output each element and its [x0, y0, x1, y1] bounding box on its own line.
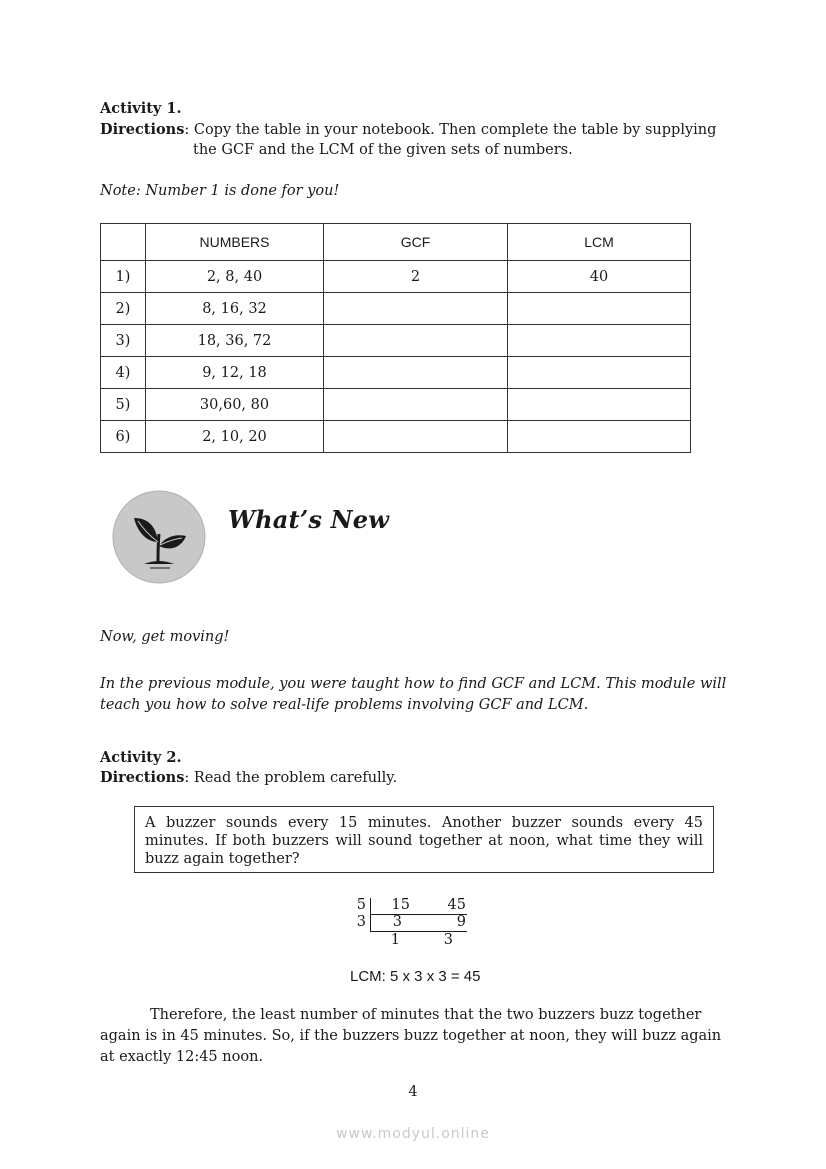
row-lcm	[508, 421, 691, 453]
header-index	[101, 224, 146, 261]
activity1-directions	[100, 121, 716, 138]
directions-label: Directions	[100, 121, 185, 138]
conclusion-text-cont: again is in 45 minutes. So, if the buzzers buzz together at noon, they will buzz again	[100, 1028, 722, 1044]
table-row	[101, 325, 691, 357]
divisor: 5	[356, 897, 366, 913]
quotient: 1	[390, 932, 400, 948]
lcm-result: LCM: 5 x 3 x 3 = 45	[350, 968, 481, 985]
table-row	[101, 357, 691, 389]
page-number: 4	[408, 1084, 418, 1100]
row-gcf	[324, 357, 508, 389]
table-row	[101, 261, 691, 293]
intro-text-cont: teach you how to solve real-life problems involving GCF and LCM.	[100, 697, 589, 713]
header-lcm: LCM	[508, 224, 691, 261]
note: Note: Number 1 is done for you!	[100, 183, 340, 199]
row-index: 2)	[101, 293, 146, 325]
row-numbers: 9, 12, 18	[146, 357, 324, 389]
row-numbers: 8, 16, 32	[146, 293, 324, 325]
row-numbers: 2, 10, 20	[146, 421, 324, 453]
problem-text: A buzzer sounds every 15 minutes. Another buzzer sounds every 45 minutes. If both buzzers will sound together at noon, what time they will buzz again together?	[145, 815, 703, 867]
quotient: 15	[391, 897, 410, 913]
row-lcm	[508, 389, 691, 421]
get-moving-text: Now, get moving!	[100, 629, 230, 645]
directions-text: : Copy the table in your notebook. Then complete the table by supplying	[184, 122, 717, 138]
activity1-title: Activity 1.	[100, 100, 182, 117]
row-lcm	[508, 357, 691, 389]
header-gcf: GCF	[324, 224, 508, 261]
table-row	[101, 389, 691, 421]
conclusion-text: Therefore, the least number of minutes that the two buzzers buzz together	[150, 1007, 702, 1023]
table-row	[101, 293, 691, 325]
row-numbers: 30,60, 80	[146, 389, 324, 421]
directions-text-cont: the GCF and the LCM of the given sets of numbers.	[193, 142, 573, 158]
conclusion-text-end: at exactly 12:45 noon.	[100, 1049, 264, 1065]
header-numbers: NUMBERS	[146, 224, 324, 261]
activity2-title: Activity 2.	[100, 749, 182, 766]
row-index: 5)	[101, 389, 146, 421]
plant-sprout-icon	[112, 490, 206, 584]
quotient: 9	[456, 914, 466, 930]
quotient: 3	[392, 914, 402, 930]
problem-box	[134, 806, 714, 873]
division-bar	[370, 898, 371, 932]
quotient: 3	[443, 932, 453, 948]
row-gcf	[324, 325, 508, 357]
row-numbers: 2, 8, 40	[146, 261, 324, 293]
gcf-lcm-table	[100, 223, 691, 453]
quotient: 45	[447, 897, 466, 913]
row-gcf: 2	[324, 261, 508, 293]
row-index: 3)	[101, 325, 146, 357]
row-numbers: 18, 36, 72	[146, 325, 324, 357]
row-lcm: 40	[508, 261, 691, 293]
directions-text: : Read the problem carefully.	[184, 770, 398, 786]
row-gcf	[324, 421, 508, 453]
row-gcf	[324, 293, 508, 325]
table-row	[101, 421, 691, 453]
directions-label: Directions	[100, 769, 185, 786]
divisor: 3	[356, 914, 366, 930]
row-gcf	[324, 389, 508, 421]
row-lcm	[508, 293, 691, 325]
activity2-directions	[100, 769, 397, 786]
table-header-row	[101, 224, 691, 261]
row-index: 4)	[101, 357, 146, 389]
whats-new-heading: What’s New	[228, 505, 390, 534]
intro-text: In the previous module, you were taught how to find GCF and LCM. This module will	[100, 676, 727, 692]
watermark: www.modyul.online	[336, 1126, 490, 1142]
row-index: 6)	[101, 421, 146, 453]
row-index: 1)	[101, 261, 146, 293]
row-lcm	[508, 325, 691, 357]
